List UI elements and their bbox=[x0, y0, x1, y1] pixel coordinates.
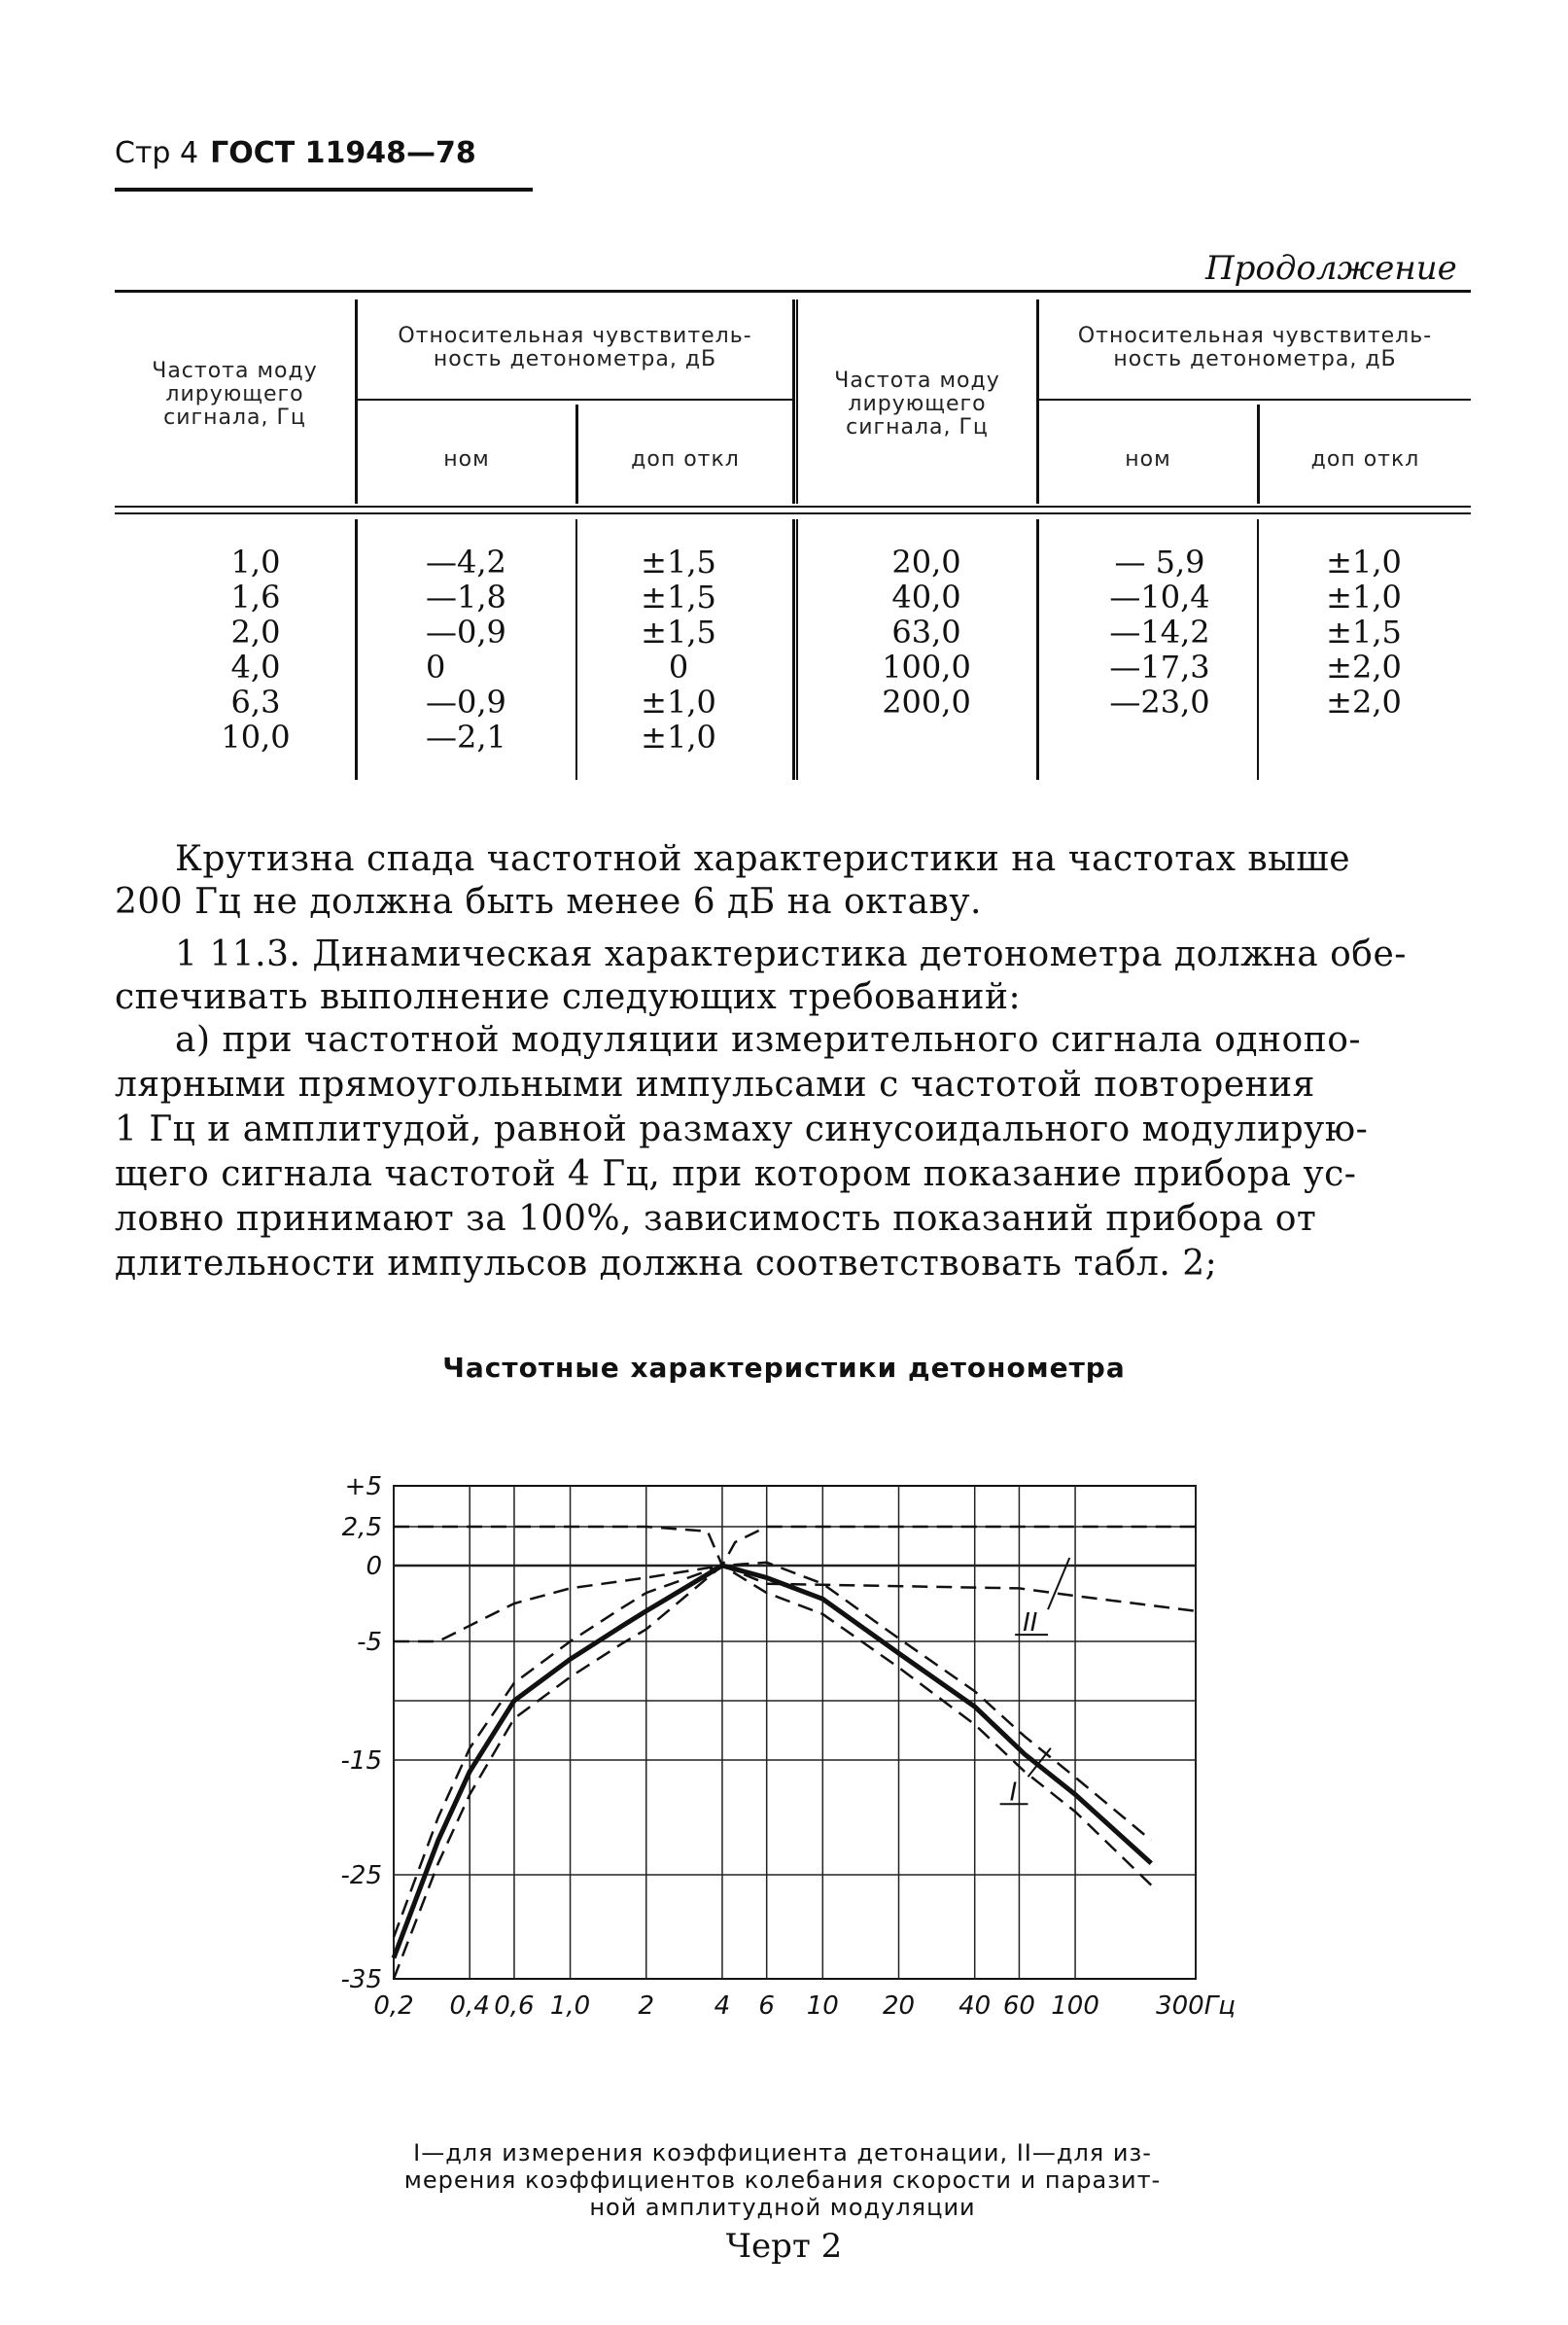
subheader-dev: доп откл bbox=[631, 447, 740, 472]
table-cell: —1,8 bbox=[426, 579, 506, 616]
frequency-response-chart bbox=[321, 1459, 1273, 2100]
caption-line: мерения коэффициентов колебания скорости и паразит- bbox=[403, 2166, 1162, 2194]
table-cell: 40,0 bbox=[891, 579, 961, 616]
y-tick-label: -15 bbox=[340, 1746, 382, 1776]
subheader-nom: ном bbox=[443, 447, 490, 472]
header-bottom-rule-2 bbox=[115, 512, 1471, 514]
col-header-frequency: Частота моду лирующего сигнала, Гц bbox=[834, 369, 1000, 440]
paragraph-line: 200 Гц не должна быть менее 6 дБ на октаву. bbox=[115, 882, 982, 922]
header-rule bbox=[115, 188, 533, 192]
paragraph-line: длительности импульсов должна соответствовать табл. 2; bbox=[115, 1244, 1218, 1284]
y-tick-label: 2,5 bbox=[341, 1513, 382, 1542]
subheader-dev: доп откл bbox=[1310, 447, 1420, 472]
table-cell: —2,1 bbox=[426, 719, 506, 756]
table-cell: 2,0 bbox=[230, 614, 281, 651]
table-cell: ±1,5 bbox=[1326, 614, 1402, 651]
x-tick-label: 4 bbox=[714, 1991, 731, 2021]
paragraph-line: спечивать выполнение следующих требований: bbox=[115, 977, 1022, 1017]
table-cell: ±1,5 bbox=[641, 544, 716, 581]
table-cell: 1,6 bbox=[230, 579, 281, 616]
y-tick-label: -25 bbox=[340, 1861, 382, 1890]
column-frequency-right bbox=[863, 545, 990, 720]
table-cell: 6,3 bbox=[230, 684, 281, 721]
paragraph-line: ловно принимают за 100%, зависимость показаний прибора от bbox=[115, 1199, 1317, 1239]
y-axis-ticks bbox=[341, 1472, 382, 1994]
table-divider bbox=[1036, 519, 1039, 780]
table-divider bbox=[792, 299, 795, 504]
x-tick-label: 300Гц bbox=[1156, 1991, 1236, 2021]
table-cell: ±1,0 bbox=[1326, 579, 1402, 616]
column-nom-right bbox=[1082, 545, 1237, 720]
table-cell: —14,2 bbox=[1109, 614, 1210, 651]
y-tick-label: -5 bbox=[357, 1628, 382, 1657]
paragraph-line: а) при частотной модуляции измерительного сигнала однопо- bbox=[175, 1020, 1362, 1060]
col-header-frequency: Частота моду лирующего сигнала, Гц bbox=[152, 359, 318, 430]
paragraph-line: 1 11.3. Динамическая характеристика детонометра должна обе- bbox=[175, 934, 1407, 974]
gost-number: ГОСТ 11948—78 bbox=[210, 136, 476, 170]
y-tick-label: -35 bbox=[340, 1965, 382, 1994]
x-tick-label: 0,4 bbox=[449, 1991, 490, 2021]
column-dev-left bbox=[610, 545, 747, 755]
page-header bbox=[115, 136, 476, 170]
paragraph-line: щего сигнала частотой 4 Гц, при котором показание прибора ус- bbox=[115, 1154, 1357, 1194]
paragraph-line: 1 Гц и амплитудой, равной размаху синусоидального модулирую- bbox=[115, 1110, 1369, 1149]
column-dev-right bbox=[1296, 545, 1432, 720]
column-nom-left bbox=[397, 545, 572, 755]
table-cell: — 5,9 bbox=[1114, 544, 1205, 581]
x-tick-label: 10 bbox=[806, 1991, 839, 2021]
table-cell: —0,9 bbox=[426, 614, 506, 651]
x-tick-label: 60 bbox=[1002, 1991, 1035, 2021]
subheader-nom: ном bbox=[1125, 447, 1171, 472]
header-subrule-left bbox=[355, 399, 792, 401]
table-cell: 1,0 bbox=[230, 544, 281, 581]
paragraph-line: Крутизна спада частотной характеристики на частотах выше bbox=[175, 839, 1351, 879]
x-axis-ticks bbox=[373, 1991, 1236, 2021]
curve-label-I: I bbox=[1009, 1778, 1018, 1808]
chart-grid bbox=[394, 1486, 1196, 1979]
table-cell: 10,0 bbox=[221, 719, 291, 756]
y-tick-label: +5 bbox=[344, 1472, 382, 1501]
table-cell: 100,0 bbox=[882, 649, 971, 686]
table-cell: ±1,0 bbox=[641, 719, 716, 756]
x-tick-label: 100 bbox=[1051, 1991, 1099, 2021]
x-tick-label: 20 bbox=[882, 1991, 916, 2021]
header-bottom-rule bbox=[115, 506, 1471, 508]
table-divider bbox=[796, 519, 798, 780]
table-cell: ±1,0 bbox=[641, 684, 716, 721]
table-cell: 200,0 bbox=[882, 684, 971, 721]
table-cell: ±1,5 bbox=[641, 614, 716, 651]
caption-line: I—для измерения коэффициента детонации, II—для из- bbox=[413, 2139, 1152, 2166]
table-cell: —0,9 bbox=[426, 684, 506, 721]
caption-line: ной амплитудной модуляции bbox=[589, 2194, 976, 2221]
table-divider bbox=[575, 519, 577, 780]
paragraph-line: лярными прямоугольными импульсами с частотой повторения bbox=[115, 1065, 1315, 1105]
x-tick-label: 0,6 bbox=[494, 1991, 535, 2021]
table-cell: 0 bbox=[668, 649, 689, 686]
drawing-number: Черт 2 bbox=[725, 2227, 843, 2266]
frequency-table bbox=[115, 290, 1471, 784]
continuation-label: Продолжение bbox=[1205, 249, 1457, 288]
x-tick-label: 40 bbox=[958, 1991, 992, 2021]
col-header-sensitivity: Относительная чувствитель- ность детонометра, дБ bbox=[1077, 324, 1433, 371]
x-tick-label: 2 bbox=[638, 1991, 655, 2021]
x-tick-label: 6 bbox=[758, 1991, 775, 2021]
col-header-sensitivity: Относительная чувствитель- ность детонометра, дБ bbox=[398, 324, 752, 371]
figure-title: Частотные характеристики детонометра bbox=[442, 1352, 1126, 1384]
table-cell: —17,3 bbox=[1109, 649, 1210, 686]
curve-label-II: II bbox=[1023, 1608, 1038, 1638]
column-frequency-left bbox=[192, 545, 319, 755]
x-tick-label: 1,0 bbox=[549, 1991, 591, 2021]
page-number: Стр 4 bbox=[115, 136, 199, 170]
table-cell: ±1,5 bbox=[641, 579, 716, 616]
table-cell: 20,0 bbox=[891, 544, 961, 581]
y-tick-label: 0 bbox=[366, 1552, 382, 1581]
table-cell: ±1,0 bbox=[1326, 544, 1402, 581]
table-divider bbox=[355, 519, 358, 780]
table-divider bbox=[1257, 519, 1259, 780]
table-cell: —4,2 bbox=[426, 544, 506, 581]
table-cell: 63,0 bbox=[891, 614, 961, 651]
table-cell: —23,0 bbox=[1109, 684, 1210, 721]
table-cell: —10,4 bbox=[1109, 579, 1210, 616]
table-cell: 4,0 bbox=[230, 649, 281, 686]
table-cell: ±2,0 bbox=[1326, 649, 1402, 686]
x-tick-label: 0,2 bbox=[373, 1991, 414, 2021]
header-subrule-right bbox=[1036, 399, 1471, 401]
table-divider bbox=[792, 519, 795, 780]
curve-labels bbox=[1000, 1558, 1070, 1807]
table-top-rule bbox=[115, 290, 1471, 293]
figure-caption bbox=[321, 2139, 1244, 2221]
table-cell: ±2,0 bbox=[1326, 684, 1402, 721]
table-cell: 0 bbox=[426, 649, 446, 686]
